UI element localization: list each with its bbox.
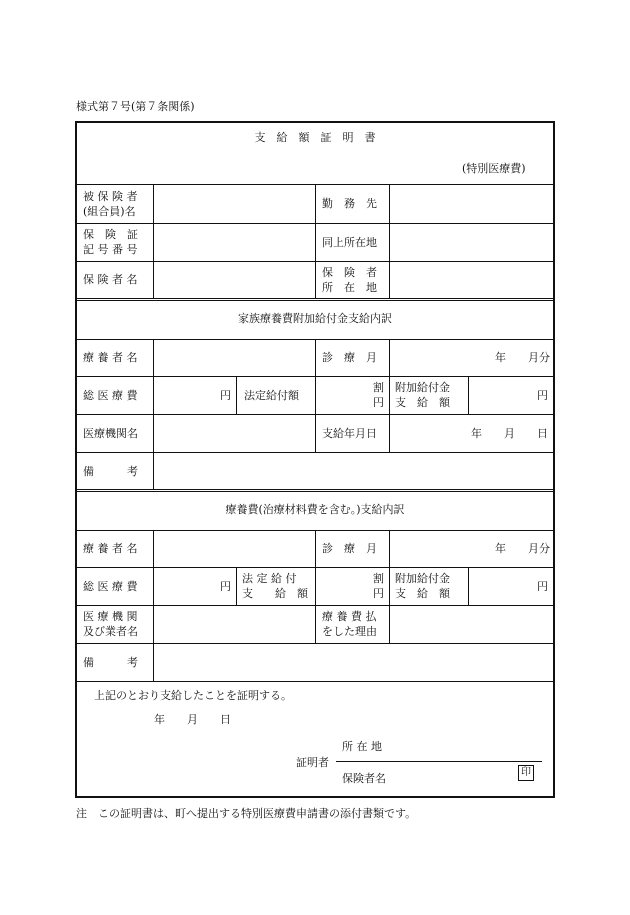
vrule-family-right xyxy=(389,339,390,452)
treatment-institution-label-1: 医 療 機 関 xyxy=(83,610,138,623)
family-remarks-label: 備 考 xyxy=(83,465,138,478)
insured-person-label-1: 被 保 険 者 xyxy=(83,190,138,203)
family-statutory-label: 法定給付額 xyxy=(244,389,299,402)
treatment-add-yen: 円 xyxy=(537,580,548,593)
form-subtitle: (特別医療費) xyxy=(462,162,526,175)
family-year-month: 年 月分 xyxy=(495,351,550,364)
vrule-family-label xyxy=(153,339,154,489)
vrule-treatment-label xyxy=(153,530,154,681)
insurer-location-label-1: 保 険 者 xyxy=(322,266,377,279)
treatment-wari-yen: 円 xyxy=(373,587,384,600)
treatment-total-cost-label: 総 医 療 費 xyxy=(83,580,138,593)
treatment-month-label: 診 療 月 xyxy=(322,542,377,555)
family-patient-label: 療 養 者 名 xyxy=(83,351,138,364)
certifier-label: 証明者 xyxy=(296,756,329,769)
insured-person-label-2: (組合員)名 xyxy=(83,205,136,218)
certifier-location-label: 所 在 地 xyxy=(342,740,382,753)
family-month-label: 診 療 月 xyxy=(322,351,377,364)
certification-date: 年 月 日 xyxy=(154,713,231,726)
treatment-reason-label-1: 療 養 費 払 xyxy=(322,610,377,623)
insurer-location-label-2: 所 在 地 xyxy=(322,281,377,294)
treatment-statutory-label-1: 法 定 給 付 xyxy=(242,572,297,585)
form-title: 支 給 額 証 明 書 xyxy=(254,131,376,144)
vrule-insured-mid xyxy=(315,184,316,298)
vrule-family-mid xyxy=(315,339,316,452)
card-label-1: 保 険 証 xyxy=(83,228,138,241)
family-pay-date-value: 年 月 日 xyxy=(471,427,548,440)
form-number-note: 様式第７号(第７条関係) xyxy=(76,100,195,113)
rule-family-end xyxy=(76,489,554,492)
signature-line xyxy=(336,761,542,762)
family-wari-yen: 円 xyxy=(373,396,384,409)
treatment-statutory-label-2: 支 給 額 xyxy=(242,587,308,600)
treatment-institution-label-2: 及び業者名 xyxy=(83,625,138,638)
treatment-remarks-label: 備 考 xyxy=(83,656,138,669)
treatment-add-label-2: 支 給 額 xyxy=(395,587,450,600)
family-wari: 割 xyxy=(373,381,384,394)
rule-treatment-end xyxy=(76,681,554,682)
treatment-section-title: 療養費(治療材料費を含む。)支給内訳 xyxy=(225,503,405,516)
treatment-year-month: 年 月分 xyxy=(495,542,550,555)
vrule-insured-right xyxy=(389,184,390,298)
family-pay-date-label: 支給年月日 xyxy=(322,427,377,440)
insurer-name-label: 保 険 者 名 xyxy=(83,273,138,286)
treatment-wari: 割 xyxy=(373,572,384,585)
family-total-yen: 円 xyxy=(220,389,231,402)
rule-family-3 xyxy=(76,452,554,453)
card-label-2: 記 号 番 号 xyxy=(83,243,138,256)
vrule-treatment-mid xyxy=(315,530,316,643)
workplace-label: 勤 務 先 xyxy=(322,197,377,210)
vrule-treatment-add xyxy=(468,567,469,605)
family-add-yen: 円 xyxy=(537,389,548,402)
seal-mark: 印 xyxy=(518,765,534,781)
footnote: 注 この証明書は、町へ提出する特別医療費申請書の添付書類です。 xyxy=(76,807,417,820)
vrule-treatment-right xyxy=(389,530,390,643)
vrule-family-yen xyxy=(236,376,237,414)
rule-insured-end xyxy=(76,298,554,301)
treatment-patient-label: 療 養 者 名 xyxy=(83,542,138,555)
family-institution-label: 医療機関名 xyxy=(83,427,138,440)
family-total-cost-label: 総 医 療 費 xyxy=(83,389,138,402)
family-add-label-2: 支 給 額 xyxy=(395,396,450,409)
treatment-total-yen: 円 xyxy=(220,580,231,593)
certifier-insurer-name-label: 保険者名 xyxy=(342,772,386,785)
treatment-reason-label-2: をした理由 xyxy=(322,625,377,638)
certification-statement: 上記のとおり支給したことを証明する。 xyxy=(94,689,292,702)
vrule-insured-label xyxy=(153,184,154,298)
vrule-family-add xyxy=(468,376,469,414)
family-section-title: 家族療養費附加給付金支給内訳 xyxy=(238,312,392,325)
treatment-add-label-1: 附加給付金 xyxy=(395,572,450,585)
same-address-label: 同上所在地 xyxy=(322,236,377,249)
family-add-label-1: 附加給付金 xyxy=(395,381,450,394)
vrule-treatment-yen xyxy=(236,567,237,605)
rule-treatment-3 xyxy=(76,643,554,644)
